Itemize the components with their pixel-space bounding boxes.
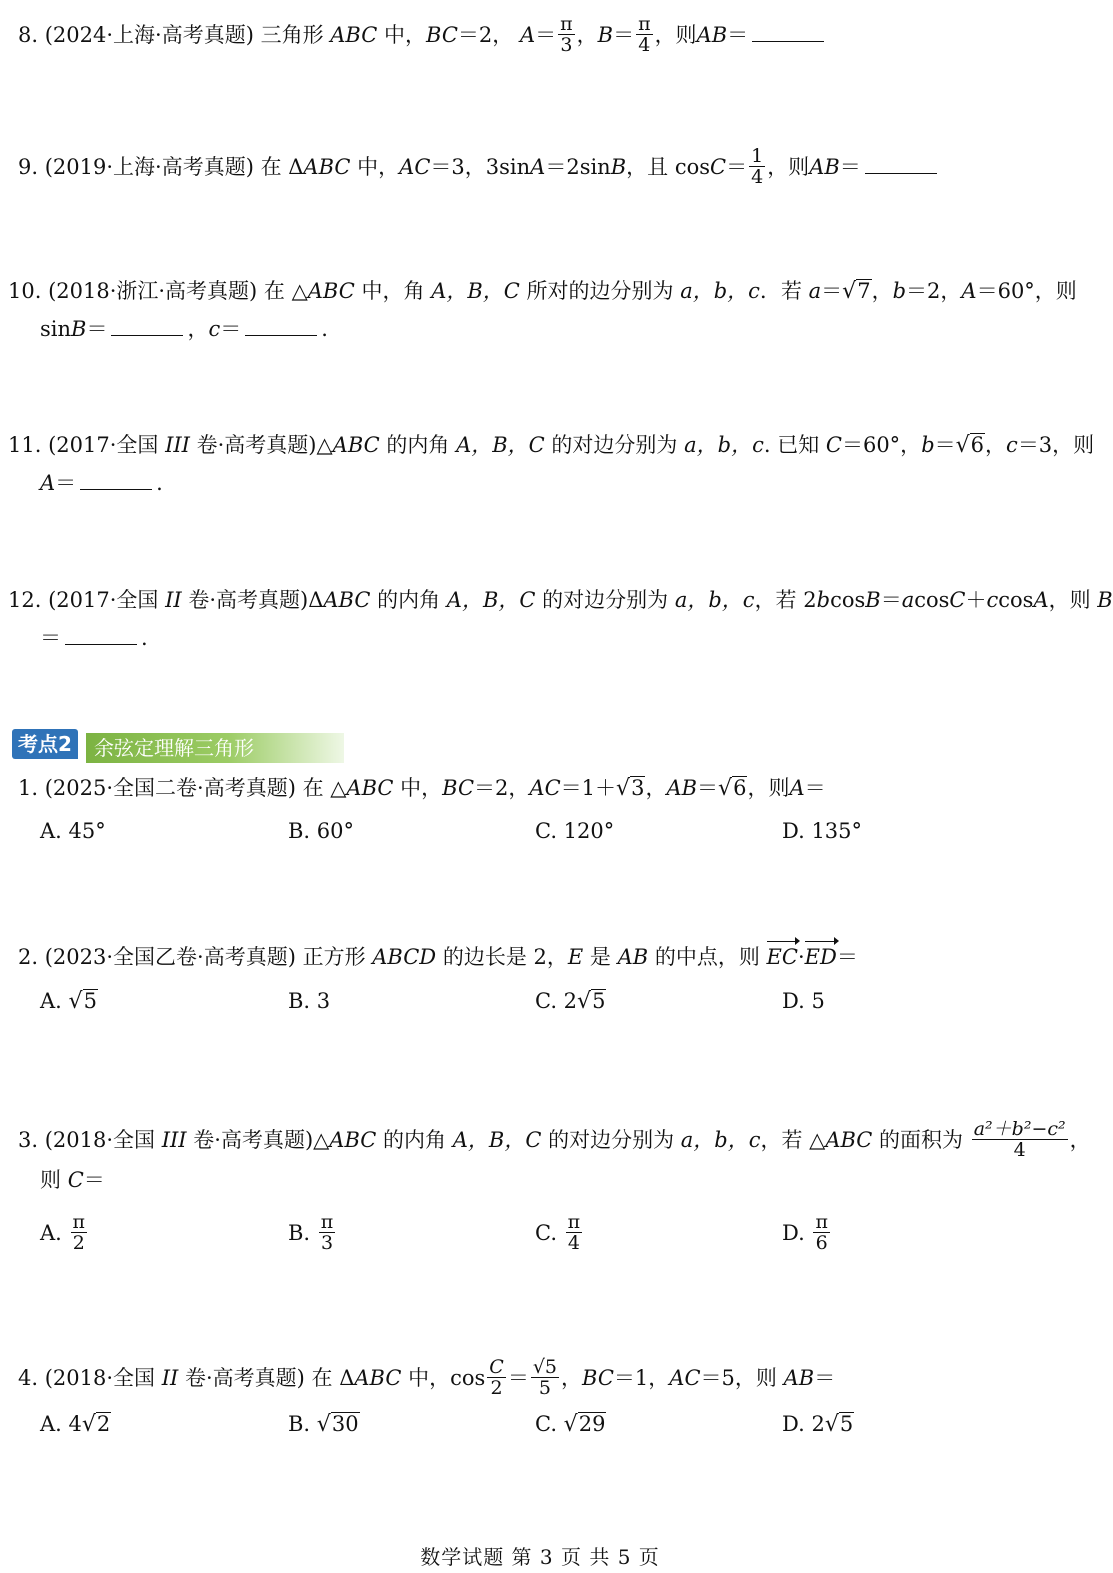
var-ABC: ABC bbox=[303, 155, 351, 179]
frac-num: √5 bbox=[532, 1356, 558, 1378]
text: ，且 cos bbox=[626, 155, 711, 179]
text: ＝1， bbox=[613, 1366, 670, 1390]
text: 是 bbox=[583, 945, 618, 969]
frac-den: 5 bbox=[538, 1377, 551, 1399]
option-d[interactable]: D. 135° bbox=[782, 819, 863, 843]
text: sin bbox=[40, 317, 72, 341]
section-tag: 考点2 bbox=[12, 729, 78, 759]
var-ABC: ABC bbox=[332, 433, 380, 457]
sqrt: √6 bbox=[718, 776, 747, 801]
var-c: c bbox=[208, 317, 221, 341]
var-AC: AC bbox=[529, 776, 561, 800]
var-ABC: ABC bbox=[307, 279, 355, 303]
frac-den: 6 bbox=[815, 1232, 828, 1254]
text: 卷·高考真题) 在 Δ bbox=[178, 1366, 355, 1390]
radicand: 3 bbox=[631, 776, 645, 800]
var-list: a，b，c bbox=[680, 279, 760, 303]
option-a[interactable]: A. 45° bbox=[40, 819, 106, 843]
text: ，则 bbox=[767, 155, 810, 179]
var-list: a，b，c bbox=[674, 588, 755, 612]
text: 卷·高考真题)△ bbox=[186, 1128, 330, 1152]
var-C: C bbox=[67, 1168, 84, 1192]
var-B: B bbox=[71, 317, 87, 341]
var-C: C bbox=[825, 433, 842, 457]
sqrt: √5 bbox=[68, 989, 97, 1014]
fraction-area bbox=[972, 1119, 1068, 1160]
var-ABC: ABC bbox=[825, 1128, 873, 1152]
problem-11: 11. (2017·全国 III 卷·高考真题)△ABC 的内角 A，B，C 的对边分别为 a，b，c. 已知 C＝60°，b＝√6，c＝3，则 bbox=[8, 433, 1095, 458]
text: ＝2， bbox=[906, 279, 962, 303]
problem-11-prefix: 11. (2017·全国 bbox=[8, 433, 166, 457]
sqrt: √3 bbox=[616, 776, 645, 801]
option-b[interactable]: B. 60° bbox=[288, 819, 355, 843]
var-ABCD: ABCD bbox=[372, 945, 437, 969]
sqrt: √2 bbox=[81, 1412, 111, 1437]
frac-num: a²＋b²−c² bbox=[973, 1118, 1066, 1140]
text: 的对边分别为 bbox=[544, 433, 685, 457]
frac-den: 4 bbox=[638, 34, 651, 56]
fraction-1-4 bbox=[749, 146, 765, 187]
section-title: 余弦定理解三角形 bbox=[86, 733, 344, 763]
sqrt: √30 bbox=[316, 1412, 359, 1437]
option-a[interactable] bbox=[40, 1410, 111, 1439]
option-c[interactable]: C. 120° bbox=[535, 819, 615, 843]
fraction-C-2 bbox=[487, 1357, 506, 1398]
var-list: a，b，c bbox=[684, 433, 764, 457]
option-c[interactable] bbox=[535, 987, 606, 1016]
question-1: 1. (2025·全国二卷·高考真题) 在 △ABC 中，BC＝2，AC＝1＋√3，AB＝√6，则A＝ bbox=[18, 776, 826, 801]
page-footer: 数学试题 第 3 页 共 5 页 bbox=[420, 1545, 660, 1569]
var-a: a bbox=[901, 588, 915, 612]
text: ， bbox=[871, 279, 893, 303]
var-list: A，B，C bbox=[431, 279, 520, 303]
text: cos bbox=[914, 588, 950, 612]
text: ＝ bbox=[507, 1366, 529, 1390]
var-AB: AB bbox=[783, 1366, 815, 1390]
text: ＝2sin bbox=[545, 155, 611, 179]
option-b[interactable] bbox=[288, 1410, 360, 1439]
var-c: c bbox=[986, 588, 999, 612]
radicand: 7 bbox=[857, 279, 871, 303]
sqrt: √5 bbox=[577, 989, 606, 1014]
text: ，则 bbox=[654, 23, 697, 47]
fraction bbox=[813, 1212, 830, 1253]
answer-blank[interactable] bbox=[111, 317, 183, 336]
text: 中， bbox=[384, 23, 426, 47]
option-label: B. bbox=[288, 1412, 317, 1436]
frac-num: π bbox=[560, 13, 573, 35]
question-3-line2 bbox=[40, 1166, 105, 1194]
var-A: A bbox=[530, 155, 546, 179]
option-label: D. 2 bbox=[782, 1412, 825, 1436]
var-ABC: ABC bbox=[330, 23, 378, 47]
frac-num: π bbox=[320, 1211, 334, 1233]
frac-num: 1 bbox=[751, 145, 764, 167]
radicand: 2 bbox=[96, 1412, 111, 1436]
question-4-prefix: 4. (2018·全国 bbox=[18, 1366, 162, 1390]
text: 的对边分别为 bbox=[541, 1128, 681, 1152]
option-c[interactable] bbox=[535, 1410, 606, 1439]
text: · bbox=[797, 945, 805, 969]
option-b[interactable]: B. 3 bbox=[288, 989, 331, 1013]
problem-10-line2: sinB＝ ，c＝ . bbox=[40, 317, 328, 341]
section-banner bbox=[12, 727, 312, 765]
text: 则 bbox=[40, 1168, 68, 1192]
text: 的内角 bbox=[379, 433, 457, 457]
option-d[interactable] bbox=[782, 1211, 832, 1255]
var-B: B bbox=[865, 588, 881, 612]
text: ， bbox=[645, 776, 667, 800]
option-d[interactable] bbox=[782, 1410, 854, 1439]
var-A: A bbox=[789, 776, 805, 800]
vector-ED: ED bbox=[804, 945, 837, 969]
option-c[interactable] bbox=[535, 1211, 584, 1255]
option-label: C. 2 bbox=[535, 989, 578, 1013]
var-ABC: ABC bbox=[329, 1128, 377, 1152]
option-b[interactable] bbox=[288, 1211, 337, 1255]
var-b: b bbox=[892, 279, 907, 303]
question-3 bbox=[18, 1118, 1091, 1162]
var-b: b bbox=[816, 588, 831, 612]
frac-num: π bbox=[815, 1211, 828, 1233]
text: . 已知 bbox=[763, 433, 826, 457]
var-C: C bbox=[710, 155, 727, 179]
radicand: 5 bbox=[592, 989, 606, 1013]
text: 的内角 bbox=[370, 588, 447, 612]
problem-10-prefix: 10. (2018·浙江·高考真题) 在 △ bbox=[8, 279, 308, 303]
frac-den: 3 bbox=[321, 1232, 334, 1254]
var-A: A bbox=[1033, 588, 1049, 612]
question-2-prefix: 2. (2023·全国乙卷·高考真题) 正方形 bbox=[18, 945, 373, 969]
answer-blank[interactable] bbox=[65, 626, 137, 645]
var-AB: AB bbox=[666, 776, 698, 800]
var-AC: AC bbox=[399, 155, 431, 179]
question-1-prefix: 1. (2025·全国二卷·高考真题) 在 △ bbox=[18, 776, 347, 800]
frac-den: 2 bbox=[72, 1232, 85, 1254]
var-list: a，b，c bbox=[680, 1128, 761, 1152]
option-label: A. bbox=[40, 989, 69, 1013]
var-list: A，B，C bbox=[452, 1128, 542, 1152]
var-list: A，B，C bbox=[456, 433, 545, 457]
option-label: B. bbox=[288, 1221, 317, 1245]
fraction-pi-3 bbox=[558, 14, 575, 55]
text: ＝2， bbox=[474, 776, 530, 800]
problem-9-prefix: 9. (2019·上海·高考真题) 在 Δ bbox=[18, 155, 304, 179]
fraction bbox=[71, 1212, 88, 1253]
var-BC: BC bbox=[426, 23, 458, 47]
vector-EC: EC bbox=[766, 945, 798, 969]
text: 中，cos bbox=[401, 1366, 486, 1390]
answer-blank[interactable] bbox=[245, 317, 317, 336]
text: 的中点，则 bbox=[648, 945, 767, 969]
question-3-prefix: 3. (2018·全国 bbox=[18, 1128, 162, 1152]
radicand: 5 bbox=[83, 989, 97, 1013]
var-ABC: ABC bbox=[346, 776, 394, 800]
text: ．若 bbox=[759, 279, 809, 303]
problem-8: 8. (2024·上海·高考真题) 三角形 ABC 中，BC＝2， A＝ $\frac{\pi}{3}$ ，B＝ $\frac{\pi}{4}$ ，则AB＝ bbox=[18, 16, 828, 57]
radicand: 5 bbox=[839, 1412, 854, 1436]
text: 所对的边分别为 bbox=[519, 279, 681, 303]
text: ＝ bbox=[836, 945, 858, 969]
var-AC: AC bbox=[669, 1366, 701, 1390]
problem-8-prefix: 8. (2024·上海·高考真题) 三角形 bbox=[18, 23, 331, 47]
option-label: C. bbox=[535, 1412, 564, 1436]
var-E: E bbox=[567, 945, 584, 969]
option-d[interactable]: D. 5 bbox=[782, 989, 825, 1013]
text: 的面积为 bbox=[872, 1128, 970, 1152]
var-a: a bbox=[808, 279, 822, 303]
text: ，若 2 bbox=[754, 588, 817, 612]
fraction-pi-4 bbox=[636, 14, 653, 55]
text: ，若 △ bbox=[760, 1128, 826, 1152]
var-C: C bbox=[949, 588, 966, 612]
text: 的对边分别为 bbox=[535, 588, 675, 612]
option-label: A. bbox=[40, 1221, 69, 1245]
fraction bbox=[319, 1212, 336, 1253]
answer-blank[interactable] bbox=[80, 471, 152, 490]
var-B: B bbox=[597, 23, 614, 47]
text: 的边长是 2， bbox=[436, 945, 568, 969]
text: 中， bbox=[393, 776, 443, 800]
option-label: D. bbox=[782, 1221, 812, 1245]
radicand: 6 bbox=[733, 776, 747, 800]
var-B: B bbox=[610, 155, 627, 179]
option-label: A. 4 bbox=[40, 1412, 82, 1436]
text: ＝ bbox=[880, 588, 902, 612]
text: ， bbox=[985, 433, 1007, 457]
radicand: 30 bbox=[331, 1412, 359, 1436]
roman-numeral: II bbox=[161, 1366, 179, 1390]
text: ， bbox=[1069, 1128, 1091, 1152]
frac-den: 2 bbox=[490, 1377, 503, 1399]
problem-10: 10. (2018·浙江·高考真题) 在 △ABC 中，角 A，B，C 所对的边分别为 a，b，c．若 a＝√7，b＝2，A＝60°，则 bbox=[8, 279, 1077, 304]
option-a[interactable] bbox=[40, 987, 98, 1016]
problem-9: 9. (2019·上海·高考真题) 在 ΔABC 中，AC＝3，3sinA＝2sinB，且 cosC＝ $\frac{1}{4}$ ，则AB＝ bbox=[18, 148, 941, 189]
var-AB: AB bbox=[696, 23, 728, 47]
fraction-sqrt5-5 bbox=[531, 1357, 559, 1398]
sqrt: √29 bbox=[563, 1412, 606, 1437]
roman-numeral: II bbox=[165, 588, 182, 612]
frac-den: 4 bbox=[567, 1232, 580, 1254]
frac-num: π bbox=[72, 1211, 86, 1233]
sqrt: √5 bbox=[824, 1412, 854, 1437]
var-c: c bbox=[1006, 433, 1018, 457]
text: 卷·高考真题)△ bbox=[189, 433, 333, 457]
text: ＝2， bbox=[457, 23, 514, 47]
var-A: A bbox=[519, 23, 536, 47]
text: 的内角 bbox=[376, 1128, 453, 1152]
text: ＝3，则 bbox=[1017, 433, 1095, 457]
text: ＋ bbox=[965, 588, 987, 612]
var-BC: BC bbox=[442, 776, 475, 800]
text: ＝3，3sin bbox=[430, 155, 531, 179]
sqrt: √7 bbox=[842, 279, 871, 304]
text: ， bbox=[187, 317, 209, 341]
text: ，则 bbox=[747, 776, 790, 800]
text: 中，角 bbox=[354, 279, 432, 303]
var-A: A bbox=[961, 279, 977, 303]
var-AB: AB bbox=[809, 155, 840, 179]
var-BC: BC bbox=[582, 1366, 614, 1390]
answer-blank[interactable] bbox=[752, 23, 824, 42]
text: ＝5，则 bbox=[700, 1366, 784, 1390]
problem-12-prefix: 12. (2017·全国 bbox=[8, 588, 166, 612]
text: cos bbox=[998, 588, 1034, 612]
text: ＝1＋ bbox=[560, 776, 617, 800]
frac-num: C bbox=[489, 1356, 504, 1378]
frac-den: 4 bbox=[751, 166, 764, 188]
answer-blank[interactable] bbox=[865, 155, 937, 174]
radicand: 6 bbox=[970, 433, 985, 457]
sqrt: √6 bbox=[955, 433, 985, 458]
roman-numeral: III bbox=[161, 1128, 187, 1152]
frac-num: π bbox=[638, 13, 651, 35]
text: 卷·高考真题)Δ bbox=[181, 588, 324, 612]
text: ＝60°， bbox=[841, 433, 922, 457]
var-A: A bbox=[40, 471, 56, 495]
text: ＝60°，则 bbox=[976, 279, 1077, 303]
radicand: 29 bbox=[578, 1412, 606, 1436]
fraction bbox=[566, 1212, 583, 1253]
question-2 bbox=[18, 943, 858, 971]
text: ＝ bbox=[83, 1168, 105, 1192]
var-list: A，B，C bbox=[446, 588, 536, 612]
roman-numeral: III bbox=[165, 433, 190, 457]
var-AB: AB bbox=[617, 945, 649, 969]
var-ABC: ABC bbox=[354, 1366, 402, 1390]
option-label: C. bbox=[535, 1221, 564, 1245]
var-B: B bbox=[1097, 588, 1113, 612]
option-a[interactable] bbox=[40, 1211, 89, 1255]
var-b: b bbox=[921, 433, 935, 457]
text: ，则 bbox=[1048, 588, 1098, 612]
problem-12-line2: ＝ . bbox=[40, 626, 148, 650]
frac-den: 3 bbox=[560, 34, 573, 56]
problem-12 bbox=[8, 586, 1113, 614]
frac-den: 4 bbox=[1013, 1139, 1026, 1161]
var-ABC: ABC bbox=[323, 588, 371, 612]
text: 中， bbox=[350, 155, 400, 179]
question-4 bbox=[18, 1356, 836, 1400]
frac-num: π bbox=[567, 1211, 581, 1233]
problem-11-line2: A＝ . bbox=[40, 471, 163, 495]
text: cos bbox=[830, 588, 866, 612]
text: ， bbox=[561, 1366, 583, 1390]
text: ＝ bbox=[814, 1366, 836, 1390]
